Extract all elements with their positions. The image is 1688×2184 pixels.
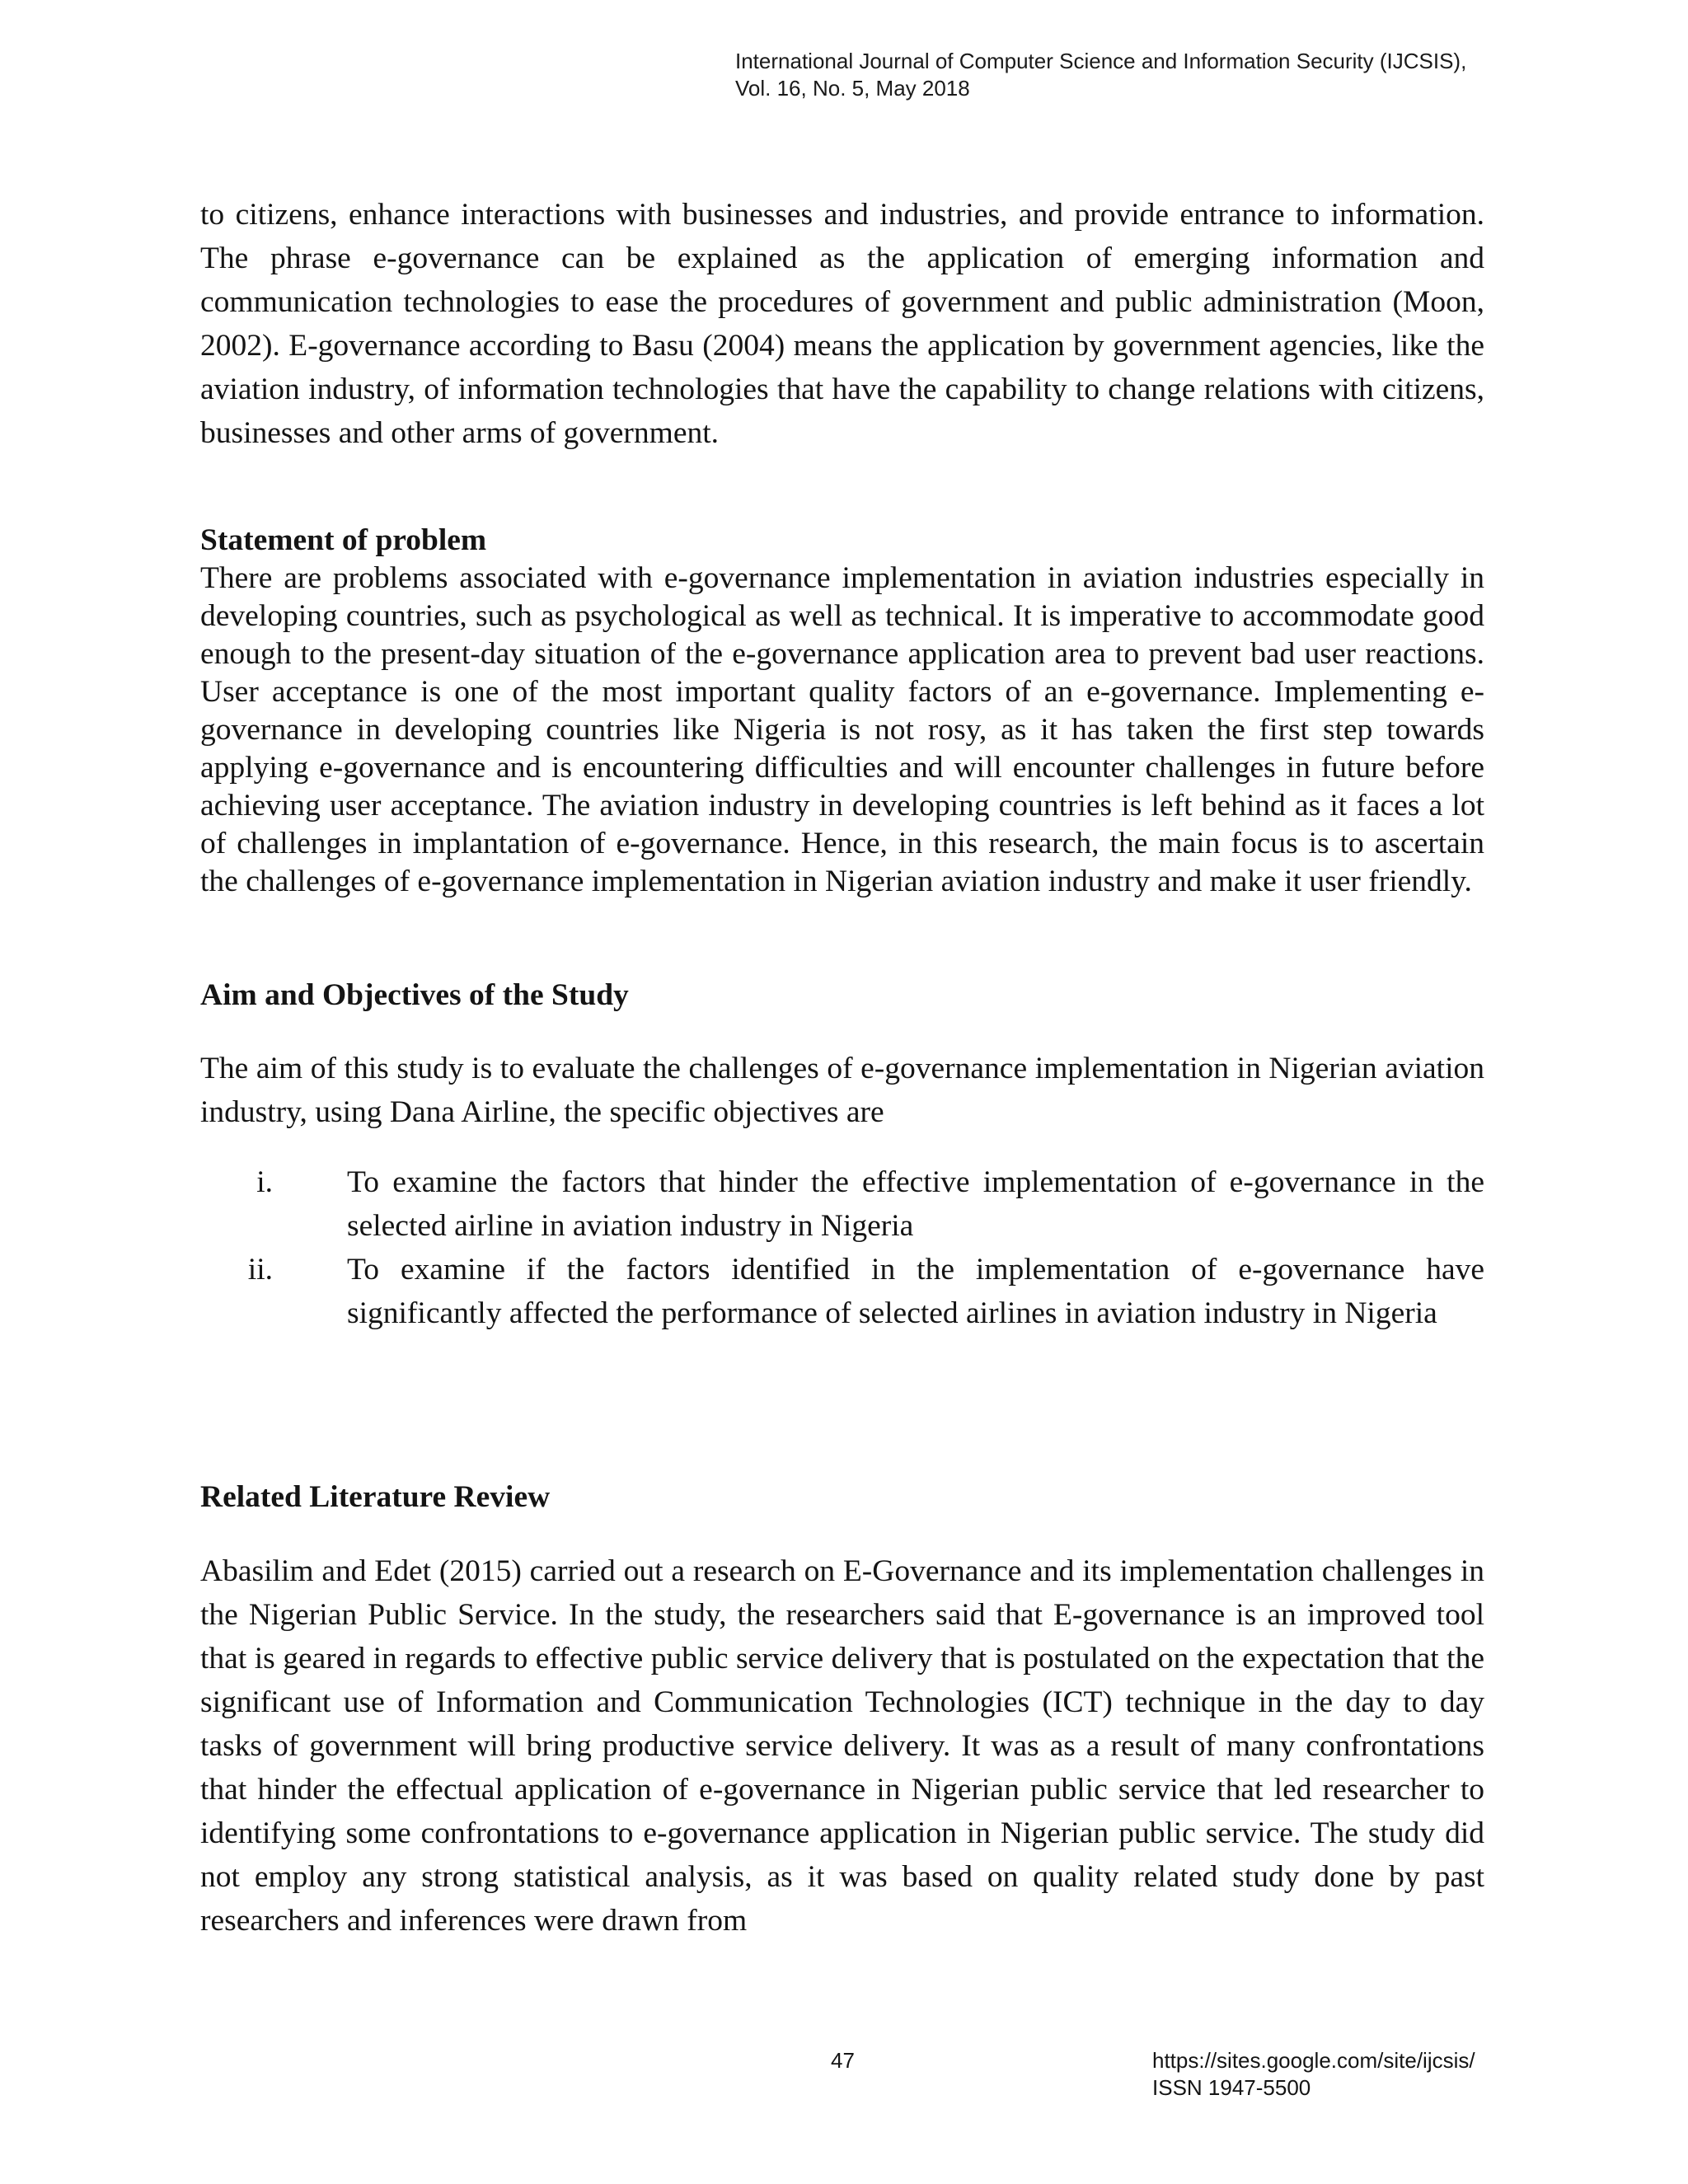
objective-marker: i. bbox=[256, 1165, 273, 1199]
objective-marker: ii. bbox=[247, 1253, 273, 1286]
journal-title: International Journal of Computer Science and Information Security (IJCSIS), bbox=[735, 49, 1467, 73]
literature-heading: Related Literature Review bbox=[200, 1480, 551, 1514]
journal-header bbox=[735, 48, 1466, 102]
statement-heading: Statement of problem bbox=[200, 523, 487, 557]
footer-info bbox=[1152, 2047, 1475, 2102]
issn-number: ISSN 1947-5500 bbox=[1152, 2075, 1311, 2100]
statement-paragraph: There are problems associated with e-governance implementation in aviation industries especially in developing countries, such as psychological as well as technical. It is imperative to accommodate good enough to the present-day situation of the e-governance application area to prevent bad user reactions. User acceptance is one of the most important quality factors of an e-governance. Implementing e-governance in developing countries like Nigeria is not rosy, as it has taken the first step towards applying e-governance and is encountering difficulties and will encounter challenges in future before achieving user acceptance. The aviation industry in developing countries is left behind as it faces a lot of challenges in implantation of e-governance. Hence, in this research, the main focus is to ascertain the challenges of e-governance implementation in Nigerian aviation industry and make it user friendly. bbox=[200, 561, 1484, 898]
objective-text: To examine if the factors identified in the implementation of e-governance have significantly affected the performance of selected airlines in aviation industry in Nigeria bbox=[347, 1253, 1484, 1330]
objective-item bbox=[200, 1248, 1484, 1335]
aims-paragraph: The aim of this study is to evaluate the challenges of e-governance implementation in Nigerian aviation industry, using Dana Airline, the specific objectives are bbox=[200, 1052, 1484, 1129]
objective-text: To examine the factors that hinder the effective implementation of e-governance in the selected airline in aviation industry in Nigeria bbox=[347, 1165, 1484, 1243]
literature-paragraph: Abasilim and Edet (2015) carried out a research on E-Governance and its implementation challenges in the Nigerian Public Service. In the study, the researchers said that E-governance is an improved tool that is geared in regards to effective public service delivery that is postulated on the expectation that the significant use of Information and Communication Technologies (ICT) technique in the day to day tasks of government will bring productive service delivery. It was as a result of many confrontations that hinder the effectual application of e-governance in Nigerian public service that led researcher to identifying some confrontations to e-governance application in Nigerian public service. The study did not employ any strong statistical analysis, as it was based on quality related study done by past researchers and inferences were drawn from bbox=[200, 1554, 1484, 1938]
journal-volume: Vol. 16, No. 5, May 2018 bbox=[735, 76, 970, 101]
intro-paragraph: to citizens, enhance interactions with businesses and industries, and provide entrance to information. The phrase e-governance can be explained as the application of emerging information and communication technologies to ease the procedures of government and public administration (Moon, 2002). E-governance according to Basu (2004) means the application by government agencies, like the aviation industry, of information technologies that have the capability to change relations with citizens, businesses and other arms of government. bbox=[200, 198, 1484, 450]
objective-item bbox=[200, 1160, 1484, 1248]
page-number: 47 bbox=[831, 2048, 855, 2073]
journal-url: https://sites.google.com/site/ijcsis/ bbox=[1152, 2048, 1475, 2073]
aims-heading: Aim and Objectives of the Study bbox=[200, 978, 629, 1012]
